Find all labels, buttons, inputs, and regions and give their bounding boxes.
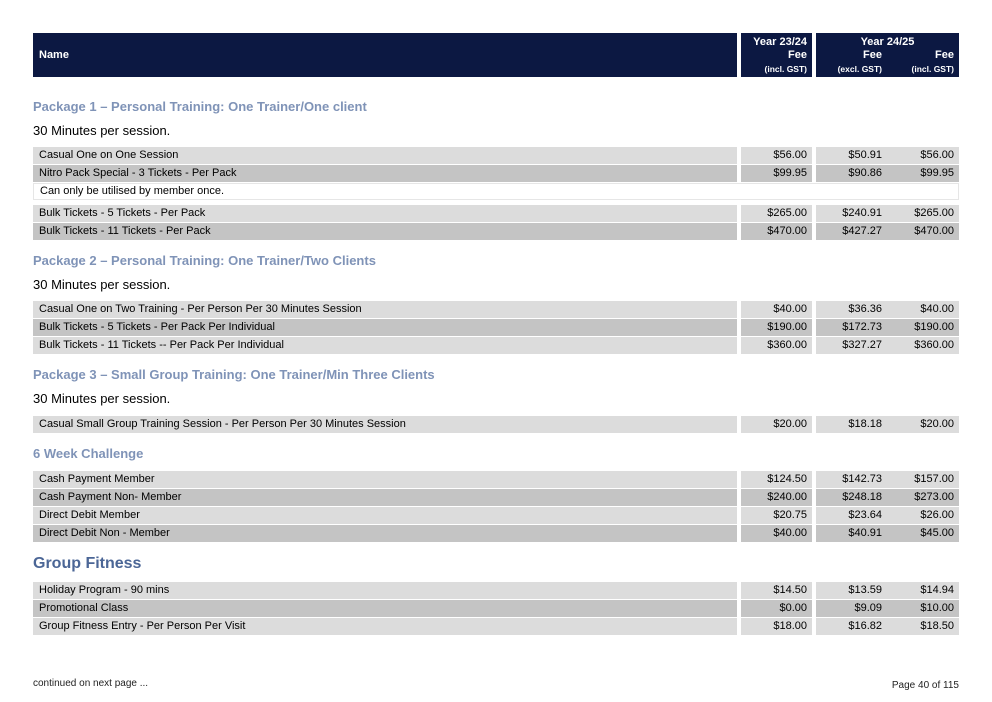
row-fee-excl: $40.91 — [848, 527, 882, 539]
row-fees-2425 — [816, 205, 959, 222]
row-name: Casual One on One Session — [33, 147, 737, 164]
continued-note: continued on next page ... — [33, 678, 149, 689]
row-fees-2425 — [816, 489, 959, 506]
header-year-2324-cell — [741, 33, 812, 77]
row-fee-incl: $18.50 — [920, 620, 954, 632]
row-fees-2425 — [816, 416, 959, 433]
section-subtitle: 30 Minutes per session. — [33, 277, 171, 292]
table-row — [33, 205, 959, 222]
header-year-2324-label: Year 23/24 — [753, 36, 807, 48]
row-fee-incl: $26.00 — [920, 509, 954, 521]
row-fee-excl: $142.73 — [842, 473, 882, 485]
row-fee-excl: $23.64 — [848, 509, 882, 521]
row-name: Bulk Tickets - 5 Tickets - Per Pack Per Individual — [33, 319, 737, 336]
row-name: Direct Debit Member — [33, 507, 737, 524]
row-fee-incl: $45.00 — [920, 527, 954, 539]
row-fee-2324: $360.00 — [741, 337, 812, 354]
row-fees-2425 — [816, 301, 959, 318]
table-row — [33, 582, 959, 599]
table-row — [33, 319, 959, 336]
row-fee-incl: $190.00 — [914, 321, 954, 333]
row-fee-incl: $14.94 — [920, 584, 954, 596]
row-fee-excl: $90.86 — [848, 167, 882, 179]
row-fees-2425 — [816, 471, 959, 488]
table-row — [33, 301, 959, 318]
header-gst-label: (incl. GST) — [764, 64, 807, 74]
row-fee-2324: $99.95 — [741, 165, 812, 182]
row-fee-2324: $20.00 — [741, 416, 812, 433]
row-fee-2324: $470.00 — [741, 223, 812, 240]
row-fee-incl: $273.00 — [914, 491, 954, 503]
row-fee-excl: $327.27 — [842, 339, 882, 351]
row-fee-excl: $36.36 — [848, 303, 882, 315]
header-name-label: Name — [39, 49, 69, 61]
row-name: Holiday Program - 90 mins — [33, 582, 737, 599]
table-row — [33, 416, 959, 433]
row-fee-excl: $13.59 — [848, 584, 882, 596]
row-fee-excl: $172.73 — [842, 321, 882, 333]
row-fees-2425 — [816, 319, 959, 336]
row-fee-incl: $470.00 — [914, 225, 954, 237]
row-name: Cash Payment Non- Member — [33, 489, 737, 506]
row-note: Can only be utilised by member once. — [33, 183, 959, 200]
table-header — [33, 33, 959, 77]
section-heading: Group Fitness — [33, 555, 142, 572]
header-fee-excl-label: Fee — [863, 49, 882, 61]
row-fee-excl: $50.91 — [848, 149, 882, 161]
row-name: Direct Debit Non - Member — [33, 525, 737, 542]
row-fee-incl: $40.00 — [920, 303, 954, 315]
header-year-2425-cell — [816, 33, 959, 77]
row-name: Casual One on Two Training - Per Person Per 30 Minutes Session — [33, 301, 737, 318]
header-name-cell — [33, 33, 737, 77]
table-row — [33, 337, 959, 354]
row-fee-2324: $0.00 — [741, 600, 812, 617]
row-fee-excl: $427.27 — [842, 225, 882, 237]
row-fees-2425 — [816, 618, 959, 635]
row-fee-excl: $248.18 — [842, 491, 882, 503]
row-fees-2425 — [816, 223, 959, 240]
row-fee-2324: $40.00 — [741, 525, 812, 542]
row-name: Promotional Class — [33, 600, 737, 617]
row-fee-2324: $20.75 — [741, 507, 812, 524]
row-fee-2324: $40.00 — [741, 301, 812, 318]
header-year-2425-label: Year 24/25 — [860, 36, 915, 48]
row-name: Group Fitness Entry - Per Person Per Visit — [33, 618, 737, 635]
table-note-row — [33, 183, 959, 200]
row-fees-2425 — [816, 600, 959, 617]
table-row — [33, 147, 959, 164]
row-name: Bulk Tickets - 11 Tickets - Per Pack — [33, 223, 737, 240]
table-row — [33, 165, 959, 182]
row-fee-2324: $190.00 — [741, 319, 812, 336]
row-fees-2425 — [816, 147, 959, 164]
row-fee-excl: $240.91 — [842, 207, 882, 219]
row-fee-2324: $14.50 — [741, 582, 812, 599]
row-fees-2425 — [816, 582, 959, 599]
row-fee-2324: $18.00 — [741, 618, 812, 635]
header-gst-excl-label: (excl. GST) — [837, 64, 882, 74]
row-fee-incl: $99.95 — [920, 167, 954, 179]
section-title: 6 Week Challenge — [33, 446, 144, 461]
row-name: Nitro Pack Special - 3 Tickets - Per Pack — [33, 165, 737, 182]
row-fee-incl: $360.00 — [914, 339, 954, 351]
row-fees-2425 — [816, 165, 959, 182]
row-name: Bulk Tickets - 5 Tickets - Per Pack — [33, 205, 737, 222]
table-row — [33, 600, 959, 617]
table-row — [33, 618, 959, 635]
row-fee-excl: $9.09 — [854, 602, 882, 614]
row-fee-excl: $16.82 — [848, 620, 882, 632]
row-fees-2425 — [816, 525, 959, 542]
header-fee-label: Fee — [788, 49, 807, 61]
row-fee-incl: $56.00 — [920, 149, 954, 161]
row-fee-2324: $56.00 — [741, 147, 812, 164]
row-name: Casual Small Group Training Session - Per Person Per 30 Minutes Session — [33, 416, 737, 433]
header-fee-incl-label: Fee — [935, 49, 954, 61]
table-row — [33, 471, 959, 488]
row-fee-excl: $18.18 — [848, 418, 882, 430]
row-fees-2425 — [816, 337, 959, 354]
row-fee-incl: $157.00 — [914, 473, 954, 485]
table-row — [33, 489, 959, 506]
row-fee-incl: $10.00 — [920, 602, 954, 614]
table-row — [33, 223, 959, 240]
table-row — [33, 507, 959, 524]
row-fees-2425 — [816, 507, 959, 524]
section-subtitle: 30 Minutes per session. — [33, 123, 171, 138]
section-title: Package 2 – Personal Training: One Trainer/Two Clients — [33, 253, 376, 268]
section-title: Package 1 – Personal Training: One Trainer/One client — [33, 99, 367, 114]
page-number: Page 40 of 115 — [891, 680, 959, 691]
row-fee-incl: $20.00 — [920, 418, 954, 430]
section-title: Package 3 – Small Group Training: One Trainer/Min Three Clients — [33, 367, 435, 382]
row-fee-2324: $124.50 — [741, 471, 812, 488]
row-fee-2324: $265.00 — [741, 205, 812, 222]
row-fee-incl: $265.00 — [914, 207, 954, 219]
table-row — [33, 525, 959, 542]
row-name: Cash Payment Member — [33, 471, 737, 488]
row-fee-2324: $240.00 — [741, 489, 812, 506]
section-subtitle: 30 Minutes per session. — [33, 391, 171, 406]
header-gst-incl-label: (incl. GST) — [911, 64, 954, 74]
row-name: Bulk Tickets - 11 Tickets -- Per Pack Per Individual — [33, 337, 737, 354]
